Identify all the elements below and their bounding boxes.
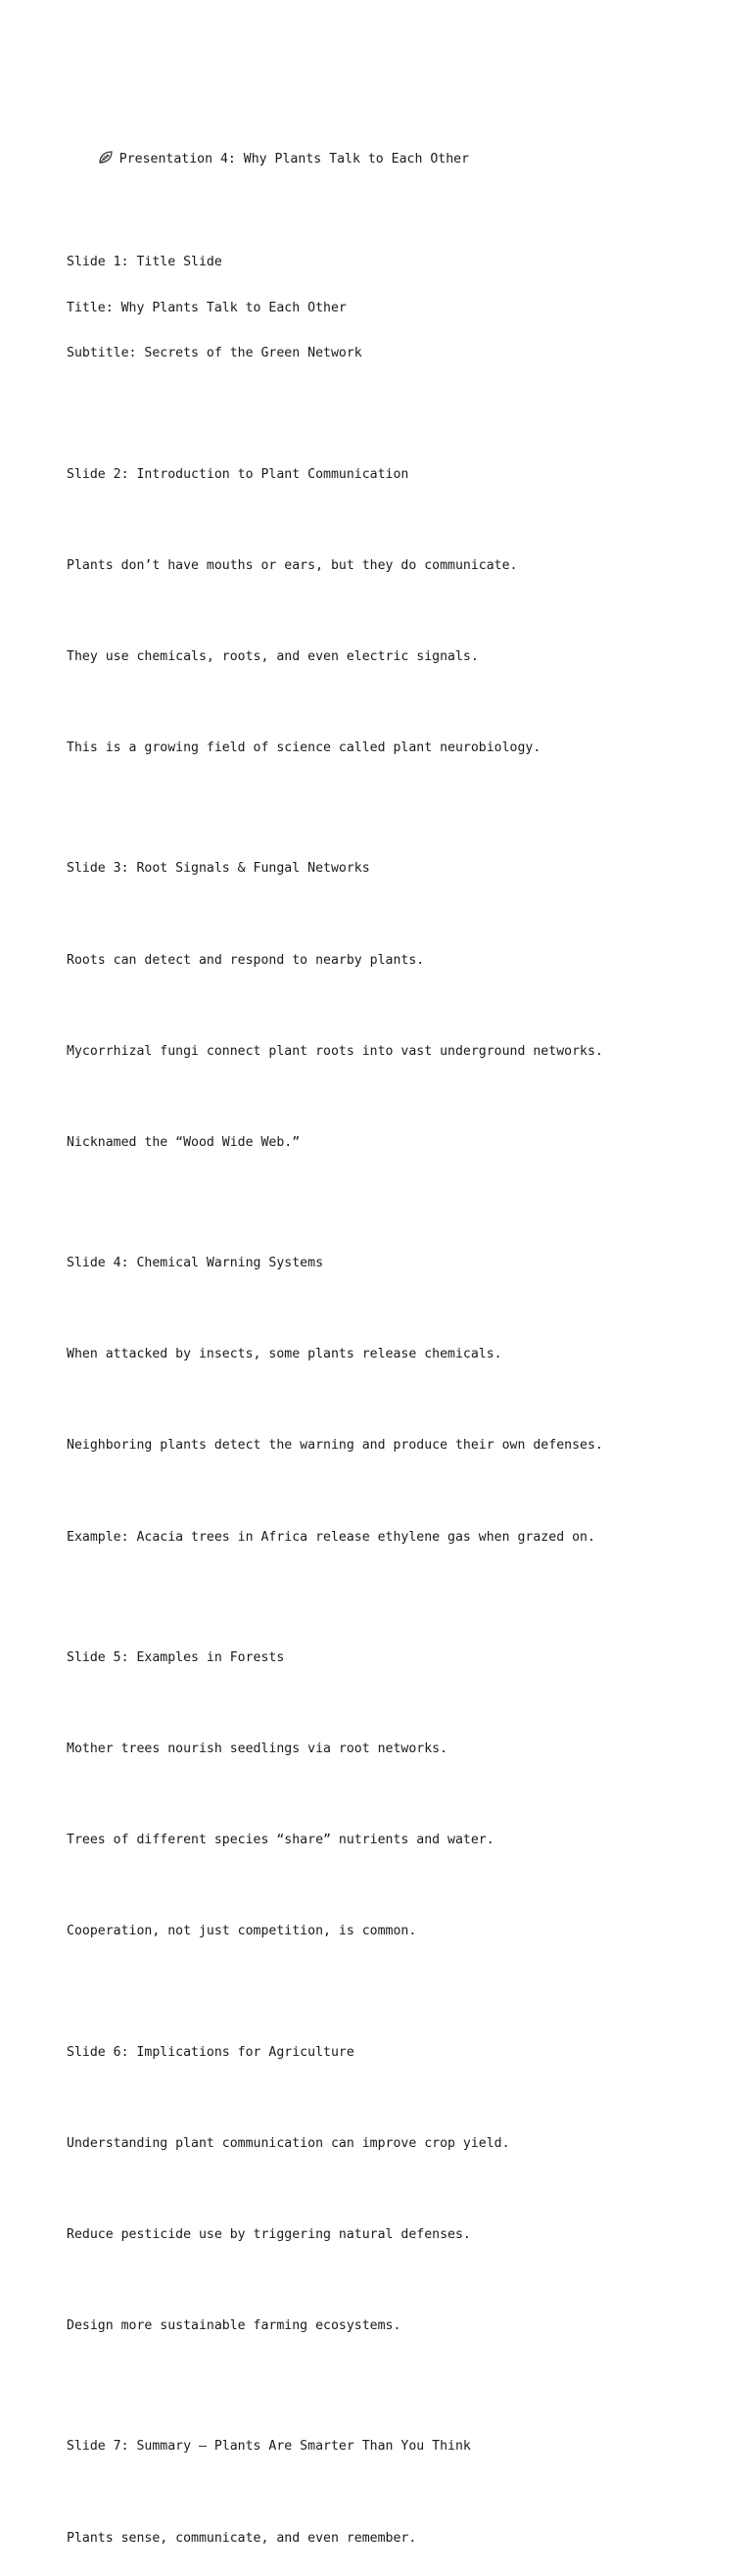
slide-point: Mycorrhizal fungi connect plant roots into vast underground networks.: [67, 1043, 603, 1059]
leaf-icon: [98, 151, 114, 165]
slide-point: Cooperation, not just competition, is common.: [67, 1924, 417, 1939]
slide-point: Plants don’t have mouths or ears, but they do communicate.: [67, 557, 518, 573]
slide-point: They use chemicals, roots, and even electric signals.: [67, 648, 479, 664]
slide-heading: Slide 3: Root Signals & Fungal Networks: [67, 861, 370, 877]
slide-point: Mother trees nourish seedlings via root networks.: [67, 1741, 448, 1756]
slide-point: Understanding plant communication can improve crop yield.: [67, 2135, 510, 2151]
slide-line: Title: Why Plants Talk to Each Other: [67, 300, 347, 315]
slide-heading: Slide 7: Summary – Plants Are Smarter Than You Think: [67, 2439, 471, 2455]
document-title: [67, 134, 732, 167]
slide-line: Subtitle: Secrets of the Green Network: [67, 346, 362, 361]
slide-point: Trees of different species “share” nutrients and water.: [67, 1833, 494, 1848]
slide-point: Plants sense, communicate, and even remember.: [67, 2530, 417, 2546]
slide-heading: Slide 4: Chemical Warning Systems: [67, 1256, 324, 1271]
slide-point: Neighboring plants detect the warning and produce their own defenses.: [67, 1438, 603, 1454]
slide-point: When attacked by insects, some plants release chemicals.: [67, 1347, 502, 1362]
slide-heading: Slide 6: Implications for Agriculture: [67, 2044, 354, 2060]
document-page: [67, 90, 732, 2576]
slide-point: Example: Acacia trees in Africa release ethylene gas when grazed on.: [67, 1529, 595, 1545]
slide-heading: Slide 5: Examples in Forests: [67, 1649, 285, 1665]
slide-point: Roots can detect and respond to nearby plants.: [67, 952, 425, 968]
slide-heading: Slide 1: Title Slide: [67, 255, 222, 270]
slide-point: Design more sustainable farming ecosystems.: [67, 2318, 401, 2334]
slide-point: This is a growing field of science called plant neurobiology.: [67, 740, 541, 756]
slide-heading: Slide 2: Introduction to Plant Communication: [67, 466, 409, 482]
slide-point: Nicknamed the “Wood Wide Web.”: [67, 1134, 301, 1150]
document-title-text: Presentation 4: Why Plants Talk to Each Other: [118, 151, 470, 167]
slide-point: Reduce pesticide use by triggering natural defenses.: [67, 2226, 471, 2242]
